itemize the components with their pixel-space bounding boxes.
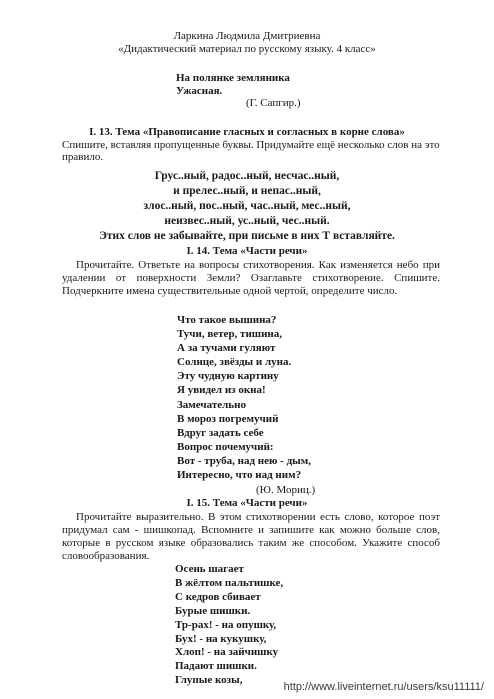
poem-line: Бурые шишки. [175,604,251,617]
poem-line: Бух! - на кукушку, [175,632,267,645]
poem-line: Падают шишки. [175,660,257,673]
section-13-word-line-3: злос..ный, пос..ный, час..ный, мес..ный, [143,200,351,212]
poem-line: Что такое вышина? [177,314,277,326]
poem-line: Солнце, звёзды и луна. [177,356,292,369]
section-13-instruction-line-1: Спишите, вставляя пропущенные буквы. Придумайте ещё несколько слов на это [62,139,440,151]
poem-line: Вопрос почемучий: [177,440,274,453]
poem-line: В жёлтом пальтишке, [175,576,284,589]
section-15-poem [175,563,283,688]
section-15-heading: I. 15. Тема «Части речи» [186,497,308,509]
poem-line: Осень шагает [175,563,244,575]
poem-line: Хлоп! - на зайчишку [175,646,279,659]
poem-line: Глупые козы, [175,674,243,687]
section-13-word-line-1: Грус..ный, радос..ный, несчас..ный, [154,170,340,182]
section-13-rule-line: Этих слов не забывайте, при письме в них Т вставляйте. [99,230,395,242]
section-14-heading: I. 14. Тема «Части речи» [186,245,308,257]
poem-line: Я увидел из окна! [177,384,266,397]
section-13-word-line-4: неизвес..ный, ус..ный, чес..ный. [164,215,330,227]
poem-line: Интересно, что над ним? [177,469,302,482]
poem0-line-1: На полянке земляника [176,72,290,84]
section-13-word-line-2: и прелес..ный, и непас..ный, [173,185,321,197]
section-14-poem [177,313,311,482]
poem0-line-2: Ужасная. [176,85,223,97]
poem-line: В мороз погремучий [177,412,279,425]
poem-line: Вдруг задать себе [177,426,264,439]
watermark-url: http://www.liveinternet.ru/users/ksu11111/ [283,681,484,693]
section-14-instruction: Прочитайте. Ответьте на вопросы стихотворения. Как изменяется небо при удалении от поверхности Земли? Озаглавьте стихотворение. Спишите. Подчеркните имена существительные одной чертой, определите число. [62,259,440,297]
section-13-heading: I. 13. Тема «Правописание гласных и согласных в корне слова» [89,126,405,138]
document-title: «Дидактический материал по русскому языку. 4 класс» [118,43,376,55]
poem-line: Эту чудную картину [177,370,279,383]
poem-line: С кедров сбивает [175,590,261,603]
poem-line: Тр-рах! - на опушку, [175,618,277,631]
poem-line: Замечательно [177,398,246,411]
poem-line: А за тучами гуляют [177,342,276,355]
poem-line: Тучи, ветер, тишина, [177,328,283,341]
document-author: Ларкина Людмила Дмитриевна [173,30,321,42]
section-15-instruction: Прочитайте выразительно. В этом стихотворении есть слово, которое поэт придумал сам - шишкопад. Вспомните и запишите как можно больше слов, которые в русском языке образовались таким же способом. Укажите способ словообразования. [62,511,440,562]
poem0-attribution: (Г. Сапгир.) [246,97,301,109]
section-13-instruction-line-2: правило. [62,151,104,163]
section-14-attribution: (Ю. Мориц.) [256,484,316,496]
poem-line: Вот - труба, над нею - дым, [177,454,311,467]
